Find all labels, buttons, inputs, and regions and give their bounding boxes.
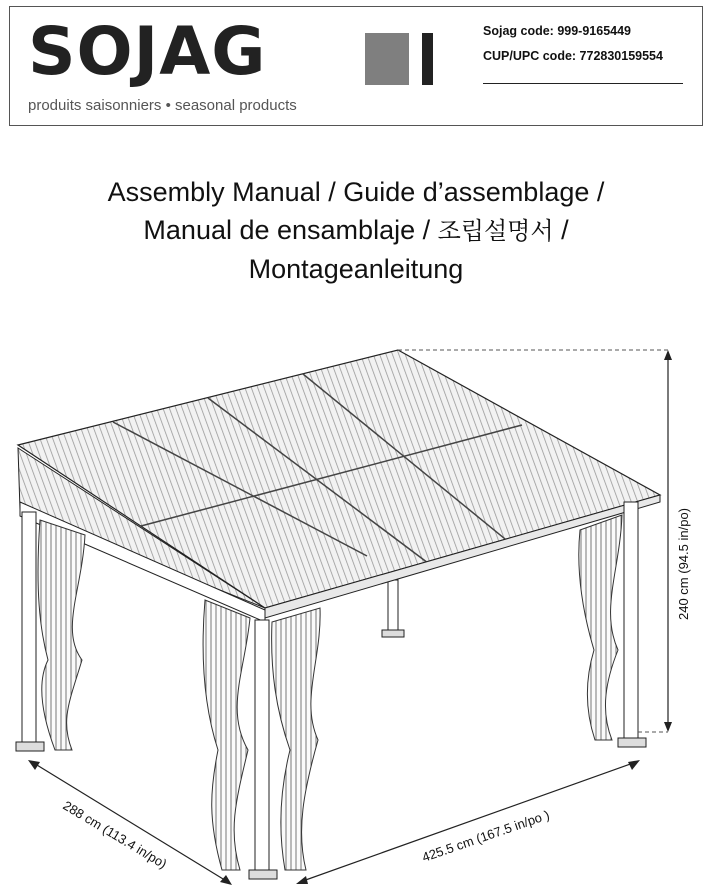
title-line-2-spanish: Manual de ensamblaje / xyxy=(143,215,431,245)
depth-dimension xyxy=(28,760,232,885)
gazebo-illustration xyxy=(0,330,712,893)
depth-label: 288 cm (113.4 in/po) xyxy=(60,797,170,872)
brand-logo-text: SOJAG xyxy=(28,13,267,90)
sojag-code: Sojag code: 999-9165449 xyxy=(483,24,631,38)
right-post xyxy=(618,502,646,747)
title-line-3: Montageanleitung xyxy=(248,254,464,284)
curtain-middle-left xyxy=(203,600,250,870)
codes-underline xyxy=(483,83,683,84)
curtain-left xyxy=(38,520,85,750)
back-post xyxy=(382,580,404,637)
title-line-2 xyxy=(0,211,712,250)
height-label: 240 cm (94.5 in/po) xyxy=(676,507,691,620)
logo-square-mark xyxy=(365,33,409,85)
product-codes xyxy=(483,24,663,74)
title-line-2-korean: 조립설명서 xyxy=(437,217,554,245)
width-label: 425.5 cm (167.5 in/po ) xyxy=(420,807,552,865)
upc-code: CUP/UPC code: 772830159554 xyxy=(483,49,663,63)
roof-panels xyxy=(18,350,660,618)
logo-bar-mark xyxy=(422,33,433,85)
header-box xyxy=(9,6,703,126)
title-line-1: Assembly Manual / Guide d’assemblage / xyxy=(107,177,605,207)
width-dimension xyxy=(296,760,640,884)
curtain-middle-right xyxy=(272,608,321,870)
tagline: produits saisonniers • seasonal products xyxy=(28,97,297,114)
manual-title xyxy=(0,173,712,288)
curtain-right xyxy=(579,515,622,740)
title-line-2-slash: / xyxy=(561,215,569,245)
